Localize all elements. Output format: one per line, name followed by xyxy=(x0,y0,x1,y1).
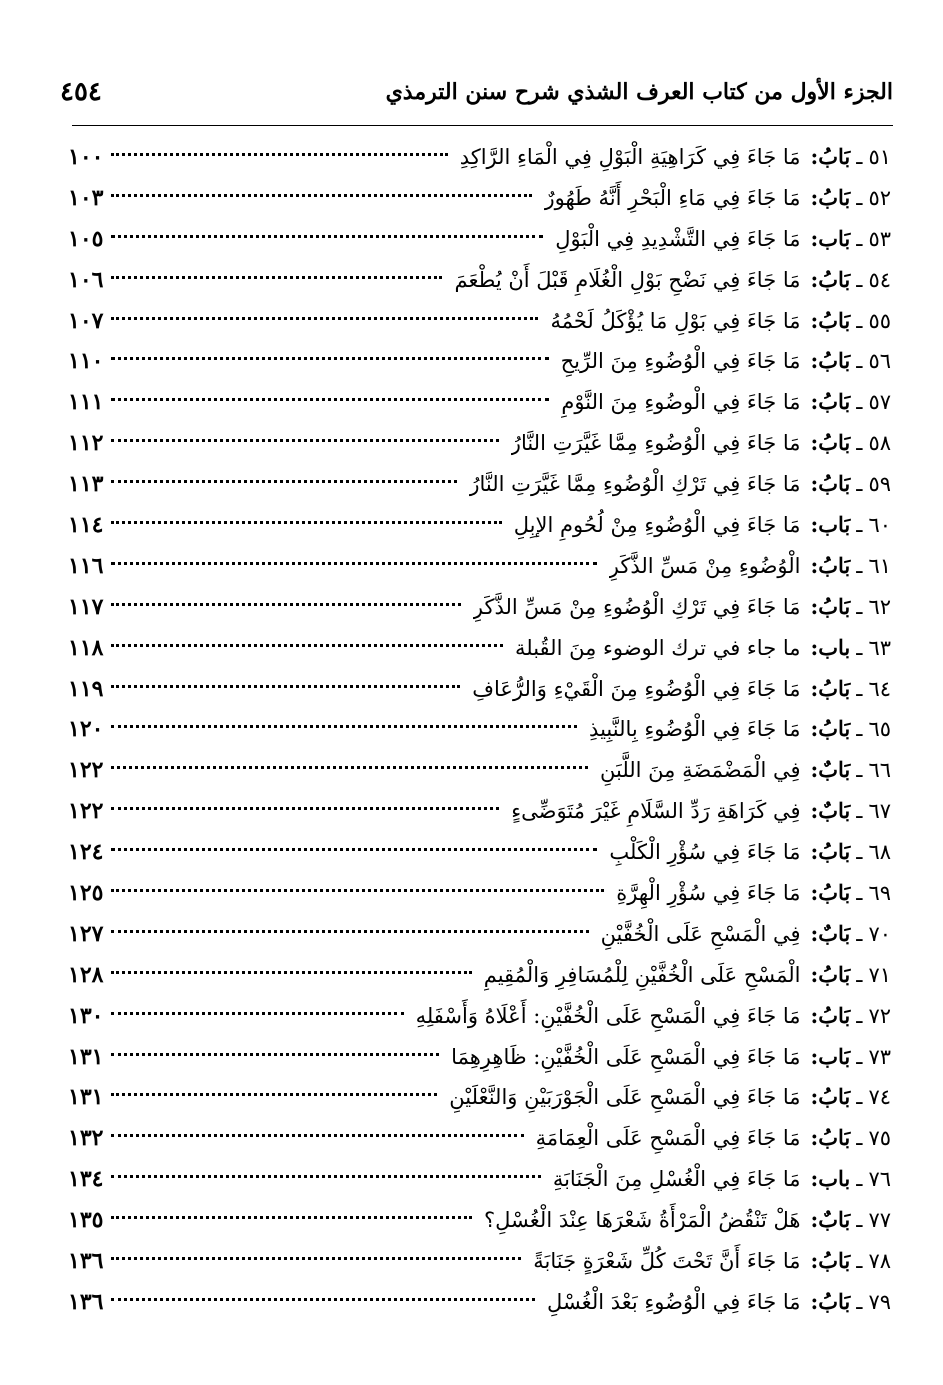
toc-entry xyxy=(68,1118,891,1159)
entry-title: مَا جَاءَ فِي سُؤْرِ الْكَلْبِ xyxy=(609,840,801,865)
entry-title: مَا جَاءَ فِي الْوضُوءِ مِنَ النَّوْمِ xyxy=(561,390,801,415)
entry-separator: ـ xyxy=(856,185,863,210)
entry-title: مَا جَاءَ فِي الْوُضُوءِ مِمَّا غَيَّرَتِ النَّارُ xyxy=(510,431,801,456)
dot-leader xyxy=(111,439,498,442)
toc-entry xyxy=(68,1241,891,1282)
entry-number: ٧٦ xyxy=(868,1167,891,1192)
toc-entry xyxy=(68,791,891,832)
entry-number: ٦٨ xyxy=(868,840,891,865)
entry-separator: ـ xyxy=(856,226,863,251)
entry-separator: ـ xyxy=(856,962,863,987)
dot-leader xyxy=(111,766,588,769)
entry-title: مَا جَاءَ فِي تَرْكِ الْوُضُوءِ مِمَّا غَيَّرَتِ النَّارُ xyxy=(469,472,801,497)
dot-leader xyxy=(111,276,442,279)
entry-bab-label: بَابُ: xyxy=(810,1288,851,1314)
toc-entry xyxy=(68,996,891,1037)
entry-page-number: ١١٨ xyxy=(68,634,104,661)
entry-number: ٦٢ xyxy=(868,594,891,619)
entry-number: ٦٣ xyxy=(868,635,891,660)
entry-separator: ـ xyxy=(856,553,863,578)
dot-leader xyxy=(111,603,460,606)
entry-page-number: ١٣٢ xyxy=(68,1125,104,1152)
entry-page-number: ١٢٢ xyxy=(68,798,104,825)
entry-bab-label: باب: xyxy=(810,634,851,660)
entry-title: ما جاء في ترك الوضوء مِنَ القُبلة xyxy=(515,635,801,660)
entry-bab-label: بَابُ: xyxy=(810,266,851,292)
entry-number: ٥٤ xyxy=(868,267,891,292)
entry-number: ٥٢ xyxy=(868,185,891,210)
entry-number: ٧٩ xyxy=(868,1289,891,1314)
entry-page-number: ١٣٥ xyxy=(68,1207,104,1234)
dot-leader xyxy=(111,1012,403,1015)
entry-bab-label: بَابُ: xyxy=(810,430,851,456)
entry-separator: ـ xyxy=(856,1003,863,1028)
entry-separator: ـ xyxy=(856,349,863,374)
toc-entry xyxy=(68,178,891,219)
entry-page-number: ١٣٦ xyxy=(68,1248,104,1275)
entry-separator: ـ xyxy=(856,1167,863,1192)
entry-title: الْمَسْحِ عَلَى الْخُفَّيْنِ لِلْمُسَافِرِ وَالْمُقِيمِ xyxy=(483,962,801,987)
toc-entry xyxy=(68,914,891,955)
dot-leader xyxy=(111,971,471,974)
page-header xyxy=(60,70,893,114)
toc-entry xyxy=(68,341,891,382)
entry-page-number: ١٠٠ xyxy=(68,144,104,170)
dot-leader xyxy=(111,1093,437,1096)
entry-number: ٦٦ xyxy=(868,758,891,783)
entry-page-number: ١٣٤ xyxy=(68,1166,104,1193)
entry-page-number: ١١٧ xyxy=(68,593,104,620)
toc-entry xyxy=(68,505,891,546)
dot-leader xyxy=(111,1216,472,1219)
entry-title: فِي الْمَسْحِ عَلَى الْخُفَّيْنِ xyxy=(600,921,801,946)
entry-page-number: ١٢٤ xyxy=(68,839,104,866)
entry-bab-label: بَابُ: xyxy=(810,471,851,497)
entry-bab-label: باب: xyxy=(810,1166,851,1192)
entry-page-number: ١١٤ xyxy=(68,512,104,539)
entry-bab-label: بَابُ: xyxy=(810,716,851,742)
entry-number: ٥١ xyxy=(868,145,891,169)
entry-number: ٦٠ xyxy=(868,513,891,538)
entry-bab-label: بَابُ: xyxy=(810,839,851,865)
entry-separator: ـ xyxy=(856,1249,863,1274)
entry-number: ٥٦ xyxy=(868,349,891,374)
dot-leader xyxy=(111,521,501,524)
entry-bab-label: بَابٌ: xyxy=(810,757,851,783)
entry-number: ٦١ xyxy=(868,553,891,578)
dot-leader xyxy=(111,1053,439,1056)
toc-entry xyxy=(68,709,891,750)
dot-leader xyxy=(111,357,548,360)
entry-number: ٦٥ xyxy=(868,717,891,742)
entry-page-number: ١٢٨ xyxy=(68,961,104,988)
entry-number: ٥٥ xyxy=(868,308,891,333)
entry-number: ٥٩ xyxy=(868,472,891,497)
entry-title: مَا جَاءَ فِي الْوُضُوءِ مِنْ لُحُومِ الإبِلِ xyxy=(513,513,801,538)
dot-leader xyxy=(111,235,543,238)
entry-title: مَا جَاءَ فِي الْمَسْحِ عَلَى الْخُفَّيْنِ: ظَاهِرِهِمَا xyxy=(451,1044,801,1069)
entry-separator: ـ xyxy=(856,758,863,783)
dot-leader xyxy=(111,644,503,647)
entry-title: مَا جَاءَ فِي نَضْحِ بَوْلِ الْغُلَامِ قَبْلَ أَنْ يُطْعَمَ xyxy=(454,267,801,292)
entry-page-number: ١١٦ xyxy=(68,552,104,579)
entry-number: ٦٩ xyxy=(868,881,891,906)
entry-page-number: ١٣٠ xyxy=(68,1002,104,1029)
entry-bab-label: بَاب: xyxy=(810,225,851,251)
entry-page-number: ١١١ xyxy=(68,389,104,416)
toc-entry xyxy=(68,669,891,710)
entry-separator: ـ xyxy=(856,1208,863,1233)
entry-title: مَا جَاءَ فِي الْمَسْحِ عَلَى الْجَوْرَبَيْنِ وَالنَّعْلَيْنِ xyxy=(449,1085,801,1110)
entry-bab-label: بَابٌ: xyxy=(810,798,851,824)
entry-title: مَا جَاءَ أَنَّ تَحْتَ كُلِّ شَعْرَةٍ جَنَابَةً xyxy=(533,1249,801,1274)
toc-entry xyxy=(68,423,891,464)
entry-separator: ـ xyxy=(856,431,863,456)
entry-bab-label: بَابٌ: xyxy=(810,920,851,946)
entry-title: فِي كَرَاهَةِ رَدِّ السَّلَامِ غَيْرَ مُتَوَضِّىءٍ xyxy=(511,799,801,824)
entry-page-number: ١٢٢ xyxy=(68,757,104,784)
entry-page-number: ١٣٦ xyxy=(68,1288,104,1315)
entry-bab-label: بَابُ: xyxy=(810,144,851,169)
entry-page-number: ١١٠ xyxy=(68,348,104,375)
entry-number: ٧٠ xyxy=(868,921,891,946)
entry-title: مَا جَاءَ فِي كَرَاهِيَةِ الْبَوْلِ فِي الْمَاءِ الرَّاكِدِ xyxy=(459,145,801,169)
entry-title: مَا جَاءَ فِي الْوُضُوءِ مِنَ الرِّيحِ xyxy=(560,349,801,374)
page-number: ٤٥٤ xyxy=(60,77,102,107)
toc-entry xyxy=(68,750,891,791)
entry-separator: ـ xyxy=(856,676,863,701)
entry-title: مَا جَاءَ فِي مَاءِ الْبَحْرِ أَنَّهُ طَهُورٌ xyxy=(544,185,801,210)
entry-page-number: ١٢٥ xyxy=(68,880,104,907)
running-title: الجزء الأول من كتاب العرف الشذي شرح سنن الترمذي xyxy=(385,79,893,105)
dot-leader xyxy=(111,1175,540,1178)
entry-title: مَا جَاءَ فِي الْوُضُوءِ مِنَ الْقَيْءِ وَالرُّعَافِ xyxy=(472,676,801,701)
dot-leader xyxy=(111,725,577,728)
entry-separator: ـ xyxy=(856,472,863,497)
dot-leader xyxy=(111,398,549,401)
entry-title: مَا جَاءَ فِي بَوْلِ مَا يُؤْكَلُ لَحْمُهُ xyxy=(550,308,801,333)
entry-number: ٥٣ xyxy=(868,226,891,251)
entry-number: ٦٤ xyxy=(868,676,891,701)
entry-title: مَا جَاءَ فِي التَّشْدِيدِ فِي الْبَوْلِ xyxy=(555,226,801,251)
entry-bab-label: بَابُ: xyxy=(810,184,851,210)
entry-separator: ـ xyxy=(856,635,863,660)
entry-number: ٧٤ xyxy=(868,1085,891,1110)
entry-separator: ـ xyxy=(856,840,863,865)
entry-page-number: ١٣١ xyxy=(68,1043,104,1070)
entry-separator: ـ xyxy=(856,1126,863,1151)
entry-separator: ـ xyxy=(856,1289,863,1314)
entry-bab-label: بَابُ: xyxy=(810,593,851,619)
entry-bab-label: بَاب: xyxy=(810,512,851,538)
toc-entry xyxy=(68,1159,891,1200)
entry-bab-label: بَابُ: xyxy=(810,961,851,987)
entry-title: فِي الْمَضْمَضَةِ مِنَ اللَّبَنِ xyxy=(600,758,801,783)
dot-leader xyxy=(111,930,588,933)
toc-entry xyxy=(68,219,891,260)
entry-bab-label: بَاب: xyxy=(810,1043,851,1069)
toc-entry xyxy=(68,1077,891,1118)
dot-leader xyxy=(111,889,604,892)
entry-page-number: ١١٩ xyxy=(68,675,104,702)
entry-page-number: ١١٢ xyxy=(68,430,104,457)
entry-number: ٧٥ xyxy=(868,1126,891,1151)
dot-leader xyxy=(111,562,596,565)
header-divider xyxy=(72,125,893,126)
dot-leader xyxy=(111,480,457,483)
dot-leader xyxy=(111,194,532,197)
dot-leader xyxy=(111,1134,523,1137)
entry-bab-label: بَابُ: xyxy=(810,1125,851,1151)
entry-number: ٥٧ xyxy=(868,390,891,415)
entry-page-number: ١٣١ xyxy=(68,1084,104,1111)
entry-number: ٧٧ xyxy=(868,1208,891,1233)
entry-bab-label: بَابُ: xyxy=(810,348,851,374)
entry-title: مَا جَاءَ فِي الْمَسْحِ عَلَى الْعِمَامَةِ xyxy=(535,1126,801,1151)
dot-leader xyxy=(111,153,447,156)
table-of-contents xyxy=(68,137,891,1323)
toc-entry xyxy=(68,382,891,423)
entry-page-number: ١٢٧ xyxy=(68,920,104,947)
entry-separator: ـ xyxy=(856,921,863,946)
entry-bab-label: بَابُ: xyxy=(810,389,851,415)
entry-bab-label: بَابُ: xyxy=(810,552,851,578)
entry-bab-label: بَابُ: xyxy=(810,1248,851,1274)
entry-title: هَلْ تَنْقُضُ الْمَرْأَةُ شَعْرَهَا عِنْدَ الْغُسْلِ؟ xyxy=(484,1208,801,1233)
entry-number: ٧٣ xyxy=(868,1044,891,1069)
entry-bab-label: بَابُ: xyxy=(810,307,851,333)
entry-page-number: ١٠٦ xyxy=(68,266,104,293)
entry-page-number: ١٠٥ xyxy=(68,225,104,252)
entry-page-number: ١٠٧ xyxy=(68,307,104,334)
dot-leader xyxy=(111,685,460,688)
dot-leader xyxy=(111,1298,535,1301)
entry-title: مَا جَاءَ فِي تَرْكِ الْوُضُوءِ مِنْ مَسِّ الذَّكَرِ xyxy=(472,594,801,619)
entry-bab-label: بَابُ: xyxy=(810,1002,851,1028)
toc-entry xyxy=(68,628,891,669)
entry-bab-label: بَابٌ: xyxy=(810,1207,851,1233)
entry-number: ٥٨ xyxy=(868,431,891,456)
toc-entry xyxy=(68,464,891,505)
entry-separator: ـ xyxy=(856,799,863,824)
dot-leader xyxy=(111,807,499,810)
entry-bab-label: بَابُ: xyxy=(810,1084,851,1110)
entry-separator: ـ xyxy=(856,717,863,742)
entry-page-number: ١٠٣ xyxy=(68,184,104,211)
entry-page-number: ١١٣ xyxy=(68,471,104,498)
dot-leader xyxy=(111,1257,521,1260)
entry-separator: ـ xyxy=(856,594,863,619)
entry-number: ٧٨ xyxy=(868,1249,891,1274)
dot-leader xyxy=(111,848,597,851)
entry-number: ٧١ xyxy=(868,962,891,987)
entry-separator: ـ xyxy=(856,513,863,538)
toc-entry xyxy=(68,301,891,342)
entry-number: ٧٢ xyxy=(868,1003,891,1028)
entry-bab-label: بَابُ: xyxy=(810,880,851,906)
entry-separator: ـ xyxy=(856,308,863,333)
entry-separator: ـ xyxy=(856,881,863,906)
toc-entry xyxy=(68,873,891,914)
entry-number: ٦٧ xyxy=(868,799,891,824)
toc-entry xyxy=(68,832,891,873)
entry-separator: ـ xyxy=(856,1085,863,1110)
entry-separator: ـ xyxy=(856,1044,863,1069)
toc-entry xyxy=(68,955,891,996)
toc-entry xyxy=(68,1037,891,1078)
entry-title: مَا جَاءَ فِي الْوُضُوءِ بِالنَّبِيذِ xyxy=(589,717,801,742)
toc-entry xyxy=(68,1200,891,1241)
entry-title: مَا جَاءَ فِي الْمَسْحِ عَلَى الْخُفَّيْنِ: أَعْلَاهُ وَأَسْفَلِهِ xyxy=(415,1003,801,1028)
entry-title: مَا جَاءَ فِي الْوُضُوءِ بَعْدَ الْغُسْلِ xyxy=(547,1289,801,1314)
dot-leader xyxy=(111,317,538,320)
entry-separator: ـ xyxy=(856,145,863,169)
entry-title: مَا جَاءَ فِي سُؤْرِ الْهِرَّةِ xyxy=(616,881,801,906)
toc-entry xyxy=(68,137,891,178)
entry-title: مَا جَاءَ فِي الْغُسْلِ مِنَ الْجَنَابَةِ xyxy=(552,1167,801,1192)
toc-entry xyxy=(68,1282,891,1323)
entry-title: الْوُضُوءِ مِنْ مَسِّ الذَّكَرِ xyxy=(608,553,801,578)
entry-page-number: ١٢٠ xyxy=(68,716,104,743)
entry-separator: ـ xyxy=(856,267,863,292)
toc-entry xyxy=(68,546,891,587)
toc-entry xyxy=(68,260,891,301)
entry-bab-label: بَابُ: xyxy=(810,675,851,701)
toc-entry xyxy=(68,587,891,628)
entry-separator: ـ xyxy=(856,390,863,415)
